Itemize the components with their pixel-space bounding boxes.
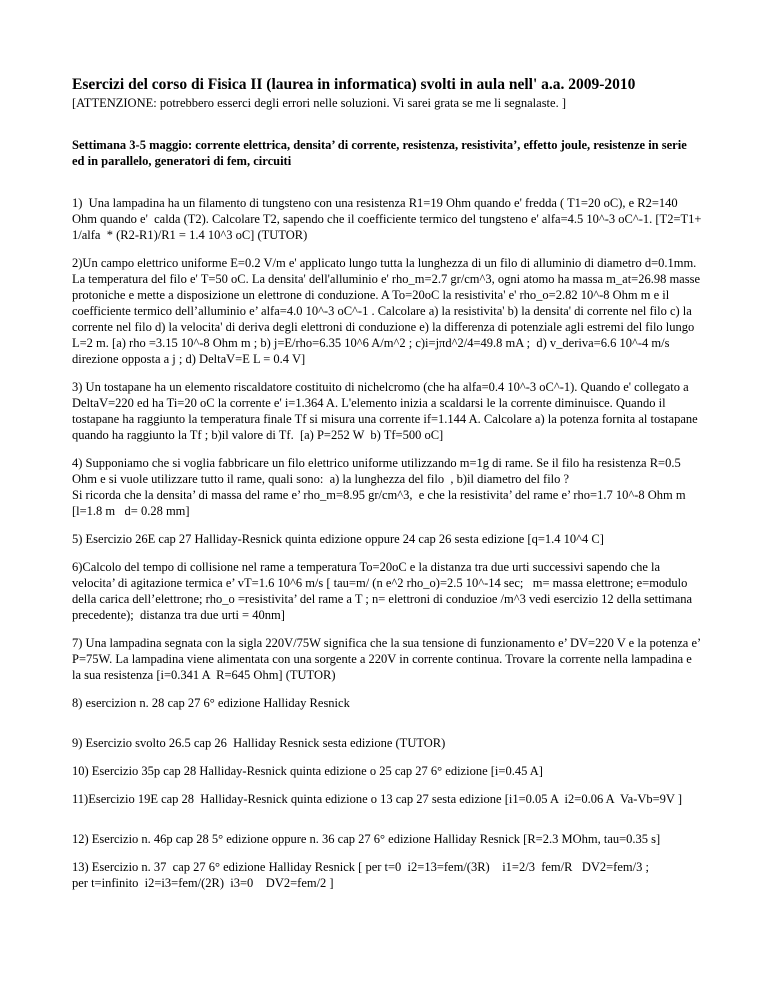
week-heading: Settimana 3-5 maggio: corrente elettrica, densita’ di corrente, resistenza, resistivita’, effetto joule, resistenze in serie ed in parallelo, generatori di fem, circuiti xyxy=(72,138,687,168)
exercise-6: 6)Calcolo del tempo di collisione nel rame a temperatura To=20oC e la distanza tra due urti successivi sapendo che la velocita’ di agitazione termica e’ vT=1.6 10^6 m/s [ tau=m/ (n e^2 rho_o)=2.5 10^-14 sec; m= massa elettrone; e=modulo della carica dell’elettrone; rho_o =resistivita’ del rame a T ; n= elettroni di conduzioe /m^3 vedi esercizio 12 della settimana precedente); distanza tra due urti = 40nm] xyxy=(72,560,696,622)
exercise-3: 3) Un tostapane ha un elemento riscaldatore costituito di nichelcromo (che ha alfa=0.4 10^-3 oC^-1). Quando e' collegato a DeltaV=220 ed ha Ti=20 oC la corrente e' i=1.364 A. L'elemento inizia a scaldarsi le la corrente diminuisce. Quando il tostapane ha raggiunto la temperatura finale Tf si misura una corrente if=1.144 A. Calcolare a) la potenza fornita al tostapane quando ha raggiunto la Tf ; b)il valore di Tf. [a) P=252 W b) Tf=500 oC] xyxy=(72,380,701,442)
errata-note: [ATTENZIONE: potrebbero esserci degli errori nelle soluzioni. Vi sarei grata se me li segnalaste. ] xyxy=(72,96,566,110)
document-title: Esercizi del corso di Fisica II (laurea in informatica) svolti in aula nell' a.a. 2009-2010 xyxy=(72,76,636,93)
exercise-4: 4) Supponiamo che si voglia fabbricare un filo elettrico uniforme utilizzando m=1g di rame. Se il filo ha resistenza R=0.5 Ohm e si vuole utilizzare tutto il rame, quali sono: a) la lunghezza del filo , b)il diametro del filo ? Si ricorda che la densita’ di massa del rame e’ rho_m=8.95 gr/cm^3, e che la resistivita’ del rame e’ rho=1.7 10^-8 Ohm m [l=1.8 m d= 0.28 mm] xyxy=(72,456,686,518)
exercise-8: 8) esercizion n. 28 cap 27 6° edizione Halliday Resnick xyxy=(72,696,350,710)
exercise-5: 5) Esercizio 26E cap 27 Halliday-Resnick quinta edizione oppure 24 cap 26 sesta edizione [q=1.4 10^4 C] xyxy=(72,532,604,546)
document-page xyxy=(72,76,708,891)
exercise-1: 1) Una lampadina ha un filamento di tungsteno con una resistenza R1=19 Ohm quando e' fredda ( T1=20 oC), e R2=140 Ohm quando e' calda (T2). Calcolare T2, sapendo che il coefficiente termico del tungsteno e' alfa=4.5 10^-3 oC^-1. [T2=T1+ 1/alfa * (R2-R1)/R1 = 1.4 10^3 oC] (TUTOR) xyxy=(72,196,708,242)
exercise-7: 7) Una lampadina segnata con la sigla 220V/75W significa che la sua tensione di funzionamento e’ DV=220 V e la potenza e’ P=75W. La lampadina viene alimentata con una sorgente a 220V in corrente continua. Trovare la corrente nella lampadina e la sua resistenza [i=0.341 A R=645 Ohm] (TUTOR) xyxy=(72,636,704,682)
exercise-13: 13) Esercizio n. 37 cap 27 6° edizione Halliday Resnick [ per t=0 i2=13=fem/(3R) i1=2/3 fem/R DV2=fem/3 ; per t=infinito i2=i3=fem/(2R) i3=0 DV2=fem/2 ] xyxy=(72,860,649,890)
exercise-10: 10) Esercizio 35p cap 28 Halliday-Resnick quinta edizione o 25 cap 27 6° edizione [i=0.45 A] xyxy=(72,764,543,778)
exercise-2: 2)Un campo elettrico uniforme E=0.2 V/m e' applicato lungo tutta la lunghezza di un filo di alluminio di diametro d=0.1mm. La temperatura del filo e' T=50 oC. La densita' dell'alluminio e' rho_m=2.7 gr/cm^3, ogni atomo ha massa m_at=26.98 masse protoniche e mette a disposizione un elettrone di conduzione. A To=20oC la resistivita' e' rho_o=2.82 10^-8 Ohm m e il coefficiente termico dell’alluminio e’ alfa=4.0 10^-3 oC^-1 . Calcolare a) la resistivita' b) la densita' di corrente nel filo c) la corrente nel filo d) la velocita' di deriva degli elettroni di conduzione e) la differenza di potenziale agli estremi del filo lungo L=2 m. [a) rho =3.15 10^-8 Ohm m ; b) j=E/rho=6.35 10^6 A/m^2 ; c)i=jπd^2/4=49.8 mA ; d) v_deriva=6.6 10^-4 m/s direzione opposta a j ; d) DeltaV=E L = 0.4 V] xyxy=(72,256,704,366)
exercise-11: 11)Esercizio 19E cap 28 Halliday-Resnick quinta edizione o 13 cap 27 sesta edizione [i1=0.05 A i2=0.06 A Va-Vb=9V ] xyxy=(72,792,683,806)
exercise-9: 9) Esercizio svolto 26.5 cap 26 Halliday Resnick sesta edizione (TUTOR) xyxy=(72,736,446,750)
exercise-12: 12) Esercizio n. 46p cap 28 5° edizione oppure n. 36 cap 27 6° edizione Halliday Resnick [R=2.3 MOhm, tau=0.35 s] xyxy=(72,832,661,846)
